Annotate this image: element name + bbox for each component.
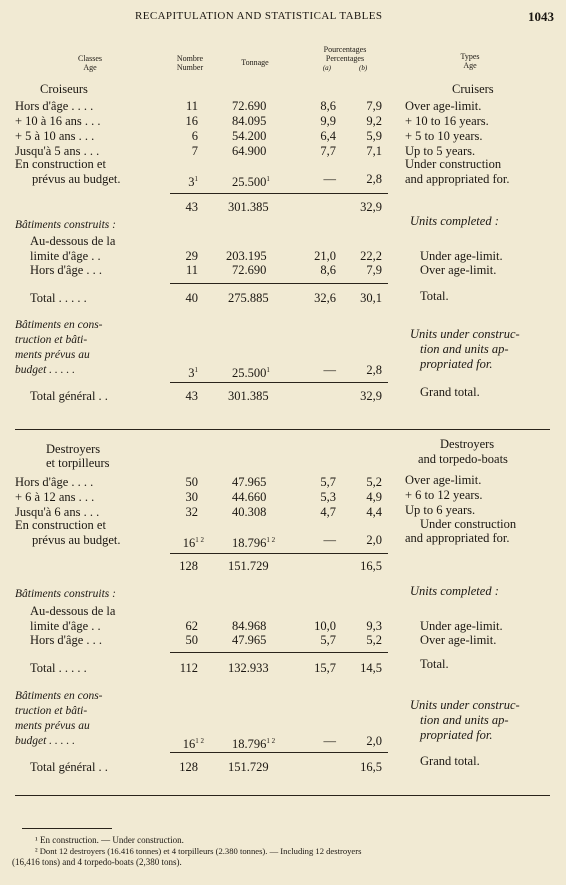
cruisers-title-en: Cruisers <box>452 82 494 96</box>
footnote-rule <box>22 828 112 829</box>
header-classes: Classes Age <box>78 54 102 72</box>
total-rule <box>170 283 388 284</box>
cruisers-built-heading-en: Units completed : <box>410 214 499 228</box>
footnote-2: ² Dont 12 destroyers (16.416 tonnes) et 4 torpilleurs (2.380 tonnes). — Including 12 destroyers <box>35 846 362 856</box>
section-divider <box>15 429 550 430</box>
header-tonnage: Tonnage <box>241 58 269 67</box>
destroyers-built-heading-fr: Bâtiments construits : <box>15 588 116 600</box>
footnote-2-cont: (16,416 tons) and 4 torpedo-boats (2,380 tons). <box>12 857 182 867</box>
grand-total-rule <box>170 752 388 753</box>
book-page: RECAPITULATION AND STATISTICAL TABLES 1043 Classes Age Nombre Number Tonnage Pourcentages Percentages (a) (b) Types Age Croiseurs Cruisers Hors d'âge . . . . 11 72.690 8,6 7,9 Over age-limit. + 10 à 16 ans . . . 16 84.095 9,9 9,2 + 10 to 16 years. + 5 à 10 ans . . . 6 54.200 6,4 5,9 + 5 to 10 years. Jusqu'à 5 ans . . . 7 64.900 7,7 7,1 Up to 5 years. En construction et prévus au budget. $3^1$ 25.500$^1$ — 2,8 Under construction and appropriated for. 43 301.385 32,9 Bâtiments construits : Units completed : Au-dessous de la limite d'âge . . 29 203.195 21,0 22,2 Under age-limit. Hors d'âge . . . 11 72.690 8,6 7,9 Over age-limit. Total . . . . . 40 275.885 32,6 30,1 Total. Bâtiments en cons- truction et bâti- ments prévus au budget . . . . . $3^1$ 25.500$^1$ — 2,8 Units under construc- tion and units ap- propriated for. Total général . . 43 301.385 32,9 Grand total. Destroyers et torpilleurs Destroyers and torpedo-boats Hors d'âge . . . . 50 47.965 5,7 5,2 Over age-limit. + 6 à 12 ans . . . 30 44.660 5,3 4,9 + 6 to 12 years. Jusqu'à 6 ans . . . 32 40.308 4,7 4,4 Up to 6 years. En construction et prévus au budget. $16^{1 2}$ $18.796^{1 2}$ — 2,0 Under construction and appropriated for. 128 151.729 16,5 Bâtiments construits : Units completed : Au-dessous de la limite d'âge . . 62 84.968 10,0 9,3 Under age-limit. Hors d'âge . . . 50 47.965 5,7 5,2 Over age-limit. Total . . . . . 112 132.933 15,7 14,5 Total. Bâtiments en cons- truction et bâti- ments prévus au budget . . . . . $16^{1 2}$ $18.796^{1 2}$ — 2,0 Units under construc- tion and units ap- propriated for. Total général . . 128 151.729 16,5 Grand total. ¹ En construction. — Under construction. ² Dont 12 destroyers (16.416 tonnes) et 4 torpilleurs (2.380 tonnes). — Including 12 destroyers (16,416 tons) and 4 torpedo-boats (2,380 tons). <box>12 9 554 867</box>
header-types: Types Age <box>460 52 480 70</box>
running-head: RECAPITULATION AND STATISTICAL TABLES <box>135 10 383 22</box>
destroyers-title-en: Destroyers <box>440 437 495 451</box>
header-percentages: Pourcentages Percentages (a) (b) <box>322 45 368 72</box>
page-number: 1043 <box>528 9 554 24</box>
destroyers-title-fr-2: et torpilleurs <box>46 456 110 470</box>
destroyers-built-heading-en: Units completed : <box>410 584 499 598</box>
destroyers-title-en-2: and torpedo-boats <box>418 452 508 466</box>
total-rule <box>170 652 388 653</box>
destroyers-title-fr: Destroyers <box>46 442 101 456</box>
footnote-1: ¹ En construction. — Under construction. <box>35 835 184 845</box>
header-number: Nombre Number <box>176 54 204 72</box>
subtotal-rule <box>170 553 388 554</box>
cruisers-built-heading-fr: Bâtiments construits : <box>15 219 116 231</box>
grand-total-rule <box>170 382 388 383</box>
section-divider <box>15 795 550 796</box>
subtotal-rule <box>170 193 388 194</box>
cruisers-title-fr: Croiseurs <box>40 82 88 96</box>
